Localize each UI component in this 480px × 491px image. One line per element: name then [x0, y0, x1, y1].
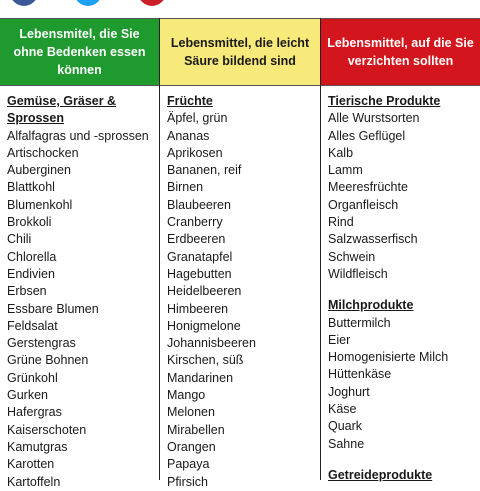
- item-list: [167, 110, 320, 491]
- list-item: Orangen: [167, 439, 216, 454]
- list-item: Grünkohl: [7, 370, 58, 385]
- list-item: Chlorella: [7, 249, 57, 264]
- list-item: Kirschen, süß: [167, 353, 244, 368]
- column-body: [321, 86, 480, 484]
- list-item: Birnen: [167, 180, 204, 195]
- list-item: Endivien: [7, 266, 55, 281]
- section-title: Früchte: [167, 94, 213, 108]
- section: [7, 93, 159, 491]
- list-item: Buttermilch: [328, 315, 391, 330]
- section-title: Gemüse, Gräser & Sprossen: [7, 94, 117, 126]
- list-item: Karotten: [7, 457, 55, 472]
- list-item: Blumenkohl: [7, 197, 73, 212]
- section-title: Milchprodukte: [328, 298, 414, 313]
- list-item: Essbare Blumen: [7, 301, 99, 316]
- list-item: Joghurt: [328, 384, 370, 399]
- column-body: [160, 86, 320, 491]
- list-item: Meeresfrüchte: [328, 180, 408, 195]
- column-alkaline: [0, 18, 159, 489]
- list-item: Gurken: [7, 388, 48, 403]
- list-item: Quark: [328, 419, 363, 434]
- list-item: Bananen, reif: [167, 163, 242, 178]
- section: [167, 93, 320, 491]
- list-item: Blattkohl: [7, 180, 55, 195]
- list-item: Melonen: [167, 405, 215, 420]
- pinterest-icon[interactable]: [138, 0, 166, 6]
- list-item: Wildfleisch: [328, 266, 388, 281]
- list-item: Rind: [328, 215, 354, 230]
- column-header-green: Lebensmitel, die Sie ohne Bedenken essen können: [0, 18, 159, 86]
- list-item: Cranberry: [167, 215, 223, 230]
- list-item: Papaya: [167, 457, 210, 472]
- column-header-red: Lebensmittel, auf die Sie verzichten sollten: [321, 18, 480, 86]
- list-item: Eier: [328, 332, 351, 347]
- item-list: [7, 128, 159, 491]
- column-header-yellow: Lebensmittel, die leicht Säure bildend sind: [160, 18, 320, 86]
- list-item: Erdbeeren: [167, 232, 226, 247]
- list-item: Heidelbeeren: [167, 284, 242, 299]
- list-item: Sahne: [328, 436, 365, 451]
- list-item: Auberginen: [7, 163, 71, 178]
- list-item: Erbsen: [7, 284, 47, 299]
- list-item: Grüne Bohnen: [7, 353, 89, 368]
- list-item: Mandarinen: [167, 370, 234, 385]
- list-item: Alles Geflügel: [328, 128, 406, 143]
- list-item: Brokkoli: [7, 215, 52, 230]
- list-item: Hüttenkäse: [328, 367, 392, 382]
- section: [328, 93, 480, 283]
- column-body: [0, 86, 159, 491]
- top-share-strip: [0, 0, 480, 6]
- list-item: Äpfel, grün: [167, 111, 228, 126]
- column-slightly-acidic: [159, 18, 321, 489]
- list-item: Alle Wurstsorten: [328, 111, 420, 126]
- food-table: [0, 18, 480, 489]
- twitter-icon[interactable]: [74, 0, 102, 6]
- section-title: Tierische Produkte: [328, 94, 441, 108]
- list-item: Gerstengras: [7, 336, 76, 351]
- list-item: Kaiserschoten: [7, 422, 87, 437]
- list-item: Chili: [7, 232, 32, 247]
- item-list: [328, 315, 480, 453]
- list-item: Honigmelone: [167, 318, 241, 333]
- column-avoid: [321, 18, 480, 480]
- list-item: Aprikosen: [167, 145, 223, 160]
- list-item: Hagebutten: [167, 266, 232, 281]
- list-item: Organfleisch: [328, 197, 399, 212]
- list-item: Kamutgras: [7, 439, 68, 454]
- list-item: Schwein: [328, 249, 376, 264]
- item-list: [328, 110, 480, 283]
- list-item: Pfirsich: [167, 474, 208, 489]
- list-item: Homogenisierte Milch: [328, 350, 449, 365]
- list-item: Artischocken: [7, 145, 79, 160]
- section-title: Getreideprodukte: [328, 467, 433, 482]
- facebook-icon[interactable]: [10, 0, 38, 6]
- list-item: Feldsalat: [7, 318, 58, 333]
- list-item: Johannisbeeren: [167, 336, 256, 351]
- list-item: Kartoffeln: [7, 474, 61, 489]
- section: [328, 297, 480, 453]
- list-item: Hafergras: [7, 405, 62, 420]
- list-item: Ananas: [167, 128, 210, 143]
- list-item: Alfalfagras und -sprossen: [7, 128, 149, 143]
- list-item: Kalb: [328, 145, 354, 160]
- list-item: Mango: [167, 388, 206, 403]
- list-item: Blaubeeren: [167, 197, 231, 212]
- list-item: Käse: [328, 402, 357, 417]
- list-item: Himbeeren: [167, 301, 229, 316]
- list-item: Salzwasserfisch: [328, 232, 418, 247]
- list-item: Mirabellen: [167, 422, 225, 437]
- list-item: Lamm: [328, 163, 363, 178]
- list-item: Granatapfel: [167, 249, 233, 264]
- section: [328, 467, 480, 484]
